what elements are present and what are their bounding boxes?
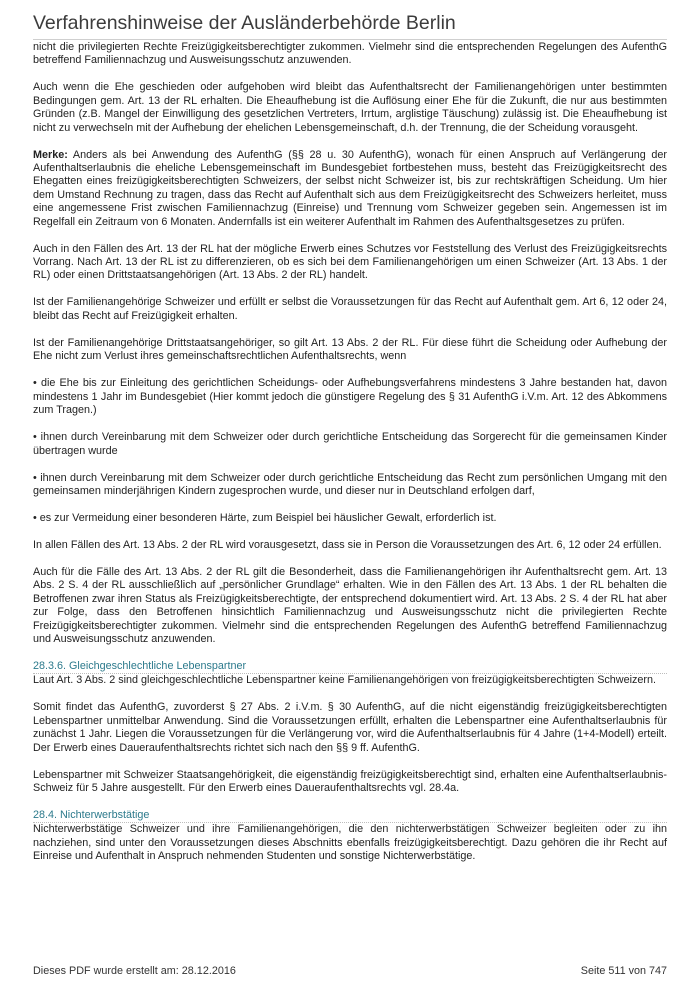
paragraph: Auch für die Fälle des Art. 13 Abs. 2 der RL gilt die Besonderheit, dass die Familienangehörigen ihr Aufenthaltsrecht gem. Art. 13 Abs. 2 S. 4 der RL ausschließlich auf „persönlicher Grundlage“ erhalten. Wie in den Fällen des Art. 13 Abs. 1 der RL behalten die Betroffenen zwar ihren Status als Freizügigkeitsberechtigte, der entsprechend dokumentiert wird. Art. 13 Abs. 2 S. 4 der RL hat aber zur Folge, dass den Betroffenen hinsichtlich Familiennachzug und Ausweisungsschutz nicht die privilegierten Rechte Freizügigkeitsberechtigter zukommen. Vielmehr sind die entsprechenden Regelungen des AufenthG betreffend Familiennachzug und Ausweisungsschutz anzuwenden. (33, 565, 667, 645)
bullet-item: • es zur Vermeidung einer besonderen Härte, zum Beispiel bei häuslicher Gewalt, erforderlich ist. (33, 511, 497, 524)
paragraph: Somit findet das AufenthG, zuvorderst § 27 Abs. 2 i.V.m. § 30 AufenthG, auf die nicht eigenständig freizügigkeitsberechtigten Lebenspartner unmittelbar Anwendung. Sind die Voraussetzungen erfüllt, erhalten die Lebenspartner eine Aufenthaltserlaubnis für zunächst 1 Jahr. Liegen die Voraussetzungen für die Verlängerung vor, wird die Aufenthaltserlaubnis für 4 Jahre (1+4-Modell) erteilt. Der Erwerb eines Daueraufenthaltsrechts richtet sich nach den §§ 9 ff. AufenthG. (33, 701, 667, 754)
paragraph: In allen Fällen des Art. 13 Abs. 2 der RL wird vorausgesetzt, dass sie in Person die Voraussetzungen des Art. 6, 12 oder 24 erfüllen. (33, 538, 662, 551)
paragraph: Ist der Familienangehörige Schweizer und erfüllt er selbst die Voraussetzungen für das Recht auf Aufenthalt gem. Art 6, 12 oder 24, bleibt das Recht auf Freizügigkeit erhalten. (33, 296, 667, 322)
merke-label: Merke: (33, 148, 68, 161)
bullet-item: • die Ehe bis zur Einleitung des gerichtlichen Scheidungs- oder Aufhebungsverfahrens mindestens 3 Jahre bestanden hat, davon mindestens 1 Jahr im Bundesgebiet (Hier kommt jedoch die günstigere Regelung des § 31 AufenthG i.V.m. Art. 12 des Abkommens zum Tragen.) (33, 377, 667, 417)
section-heading-lebenspartner: 28.3.6. Gleichgeschlechtliche Lebenspartner (33, 660, 667, 674)
paragraph: Nichterwerbstätige Schweizer und ihre Familienangehörigen, die den nichterwerbstätigen Schweizer begleiten oder zu ihn nachziehen, sind unter den Voraussetzungen dieses Abschnitts ebenfalls freizügigkeitsberechtigt. Dazu gehören die ihr Recht auf Einreise und Aufenthalt in Anspruch nehmenden Studenten und sonstige Nichterwerbstätige. (33, 823, 667, 863)
bullet-item: • ihnen durch Vereinbarung mit dem Schweizer oder durch gerichtliche Entscheidung das Recht zum persönlichen Umgang mit den gemeinsamen minderjährigen Kindern zugesprochen wurde, und dieser nur in Deutschland erfolgen darf, (33, 471, 667, 497)
paragraph: Lebenspartner mit Schweizer Staatsangehörigkeit, die eigenständig freizügigkeitsberechtigt sind, erhalten eine Aufenthaltserlaubnis-Schweiz für 5 Jahre ausgestellt. Für den Erwerb eines Daueraufenthaltsrechts vgl. 28.4a. (33, 768, 667, 794)
paragraph: Ist der Familienangehörige Drittstaatsangehöriger, so gilt Art. 13 Abs. 2 der RL. Für diese führt die Scheidung oder Aufhebung der Ehe nicht zum Verlust ihres gemeinschaftsrechtlichen Aufenthaltsrechts, wenn (33, 336, 667, 363)
paragraph: nicht die privilegierten Rechte Freizügigkeitsberechtigter zukommen. Vielmehr sind die entsprechenden Regelungen des AufenthG betreffend Familiennachzug und Ausweisungsschutz anzuwenden. (33, 41, 667, 67)
section-heading-nichterwerbstaetige: 28.4. Nichterwerbstätige (33, 809, 667, 823)
document-page (33, 0, 667, 990)
footer-created-date: Dieses PDF wurde erstellt am: 28.12.2016 (33, 965, 236, 977)
document-body (33, 41, 667, 877)
paragraph: Laut Art. 3 Abs. 2 sind gleichgeschlechtliche Lebenspartner keine Familienangehörigen von freizügigkeitsberechtigten Schweizern. (33, 674, 656, 687)
footer-page-number: Seite 511 von 747 (580, 965, 667, 977)
merke-text: Anders als bei Anwendung des AufenthG (§§ 28 u. 30 AufenthG), wonach für einen Anspruch auf Verlängerung der Aufenthaltserlaubnis die eheliche Lebensgemeinschaft im Bundesgebiet fortbestehen muss, besteht das Freizügigkeitsrecht des Ehegatten eines freizügigkeitsberechtigten Schweizers, der selbst nicht Schweizer ist, bis zur rechtskräftigen Scheidung. Um hier dem Umstand Rechnung zu tragen, dass das Recht auf Aufenthalt sich aus dem Freizügigkeitsrecht des Schweizers herleitet, muss eine angemessene Frist zwischen Familiennachzug (Einreise) und Trennung vom Schweizer gegeben sein. Angemessen ist im Regelfall ein Zeitraum von 6 Monaten. Andernfalls ist ein weiterer Aufenthalt im Rahmen des Aufenthaltsgesetzes zu prüfen. (33, 148, 667, 228)
merke-paragraph (33, 149, 667, 229)
bullet-item: • ihnen durch Vereinbarung mit dem Schweizer oder durch gerichtliche Entscheidung das Sorgerecht für die gemeinsamen Kinder übertragen wurde (33, 431, 667, 457)
title-divider (33, 39, 667, 40)
document-title: Verfahrenshinweise der Ausländerbehörde Berlin (33, 12, 456, 34)
paragraph: Auch wenn die Ehe geschieden oder aufgehoben wird bleibt das Aufenthaltsrecht der Familienangehörigen unter bestimmten Bedingungen gem. Art. 13 der RL erhalten. Die Eheaufhebung ist die Auflösung einer Ehe für die Zukunft, die nur aus bestimmten Gründen (z.B. Mangel der Einwilligung des gesetzlichen Vertreters, Irrtum, arglistige Täuschung) zulässig ist. Die Eheaufhebung ist nicht zu verwechseln mit der Aufhebung der ehelichen Lebensgemeinschaft, d.h. der Trennung, die der Scheidung vorausgeht. (33, 81, 667, 134)
paragraph: Auch in den Fällen des Art. 13 der RL hat der mögliche Erwerb eines Schutzes vor Feststellung des Verlust des Freizügigkeitsrechts Vorrang. Nach Art. 13 der RL ist zu differenzieren, ob es sich bei dem Familienangehörigen um einen Schweizer (Art. 13 Abs. 1 der RL) oder einen Drittstaatsangehörigen (Art. 13 Abs. 2 der RL) handelt. (33, 242, 667, 282)
